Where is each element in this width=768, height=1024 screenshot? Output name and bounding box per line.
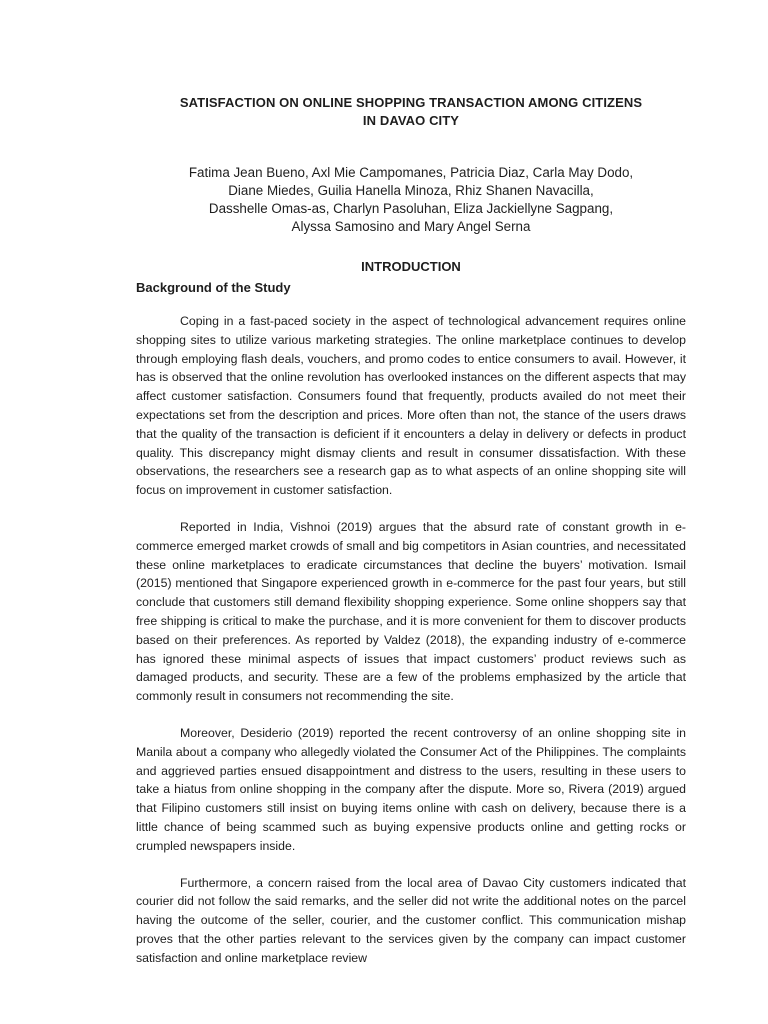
- title-line: SATISFACTION ON ONLINE SHOPPING TRANSACTION AMONG CITIZENS: [179, 95, 643, 110]
- author-line: Dasshelle Omas-as, Charlyn Pasoluhan, Eliza Jackiellyne Sagpang,: [208, 201, 614, 216]
- body-text: [136, 312, 686, 968]
- document-title: [136, 94, 686, 130]
- author-line: Alyssa Samosino and Mary Angel Serna: [291, 219, 531, 234]
- paragraph: Reported in India, Vishnoi (2019) argues that the absurd rate of constant growth in e-commerce emerged market crowds of small and big competitors in Asian countries, and necessitated these online marketplaces to eradicate circumstances that decline the buyers’ motivation. Ismail (2015) mentioned that Singapore experienced growth in e-commerce for the past four years, but still conclude that customers still demand flexibility shopping experience. Some online shoppers say that free shipping is critical to make the purchase, and it is more convenient for them to discover products based on their preferences. As reported by Valdez (2018), the expanding industry of e-commerce has ignored these minimal aspects of issues that impact customers’ product reviews such as damaged products, and security. These are a few of the problems emphasized by the article that commonly result in consumers not recommending the site.: [136, 519, 686, 704]
- author-line: Diane Miedes, Guilia Hanella Minoza, Rhiz Shanen Navacilla,: [228, 183, 594, 198]
- title-line: IN DAVAO CITY: [362, 113, 460, 128]
- subsection-heading: Background of the Study: [136, 280, 291, 295]
- author-list: [136, 164, 686, 236]
- section-heading: INTRODUCTION: [361, 259, 461, 274]
- paragraph: Furthermore, a concern raised from the local area of Davao City customers indicated that courier did not follow the said remarks, and the seller did not write the additional notes on the parcel having the outcome of the seller, courier, and the customer conflict. This communication mishap proves that the other parties relevant to the services given by the company can impact customer satisfaction and online marketplace review: [136, 875, 686, 965]
- paragraph: Coping in a fast-paced society in the aspect of technological advancement requires online shopping sites to utilize various marketing strategies. The online marketplace continues to develop through employing flash deals, vouchers, and promo codes to entice consumers to avail. However, it has is observed that the online revolution has overlooked instances on the different aspects that may affect customer satisfaction. Consumers found that frequently, products availed do not meet their expectations set from the description and prices. More often than not, the stance of the users draws that the quality of the transaction is deficient if it encounters a delay in delivery or defects in product quality. This discrepancy might dismay clients and result in consumer dissatisfaction. With these observations, the researchers see a research gap as to what aspects of an online shopping site will focus on improvement in customer satisfaction.: [136, 314, 686, 498]
- author-line: Fatima Jean Bueno, Axl Mie Campomanes, Patricia Diaz, Carla May Dodo,: [188, 165, 634, 180]
- paragraph: Moreover, Desiderio (2019) reported the recent controversy of an online shopping site in Manila about a company who allegedly violated the Consumer Act of the Philippines. The complaints and aggrieved parties ensued disappointment and distress to the users, resulting in these users to take a hiatus from online shopping in the company after the dispute. More so, Rivera (2019) argued that Filipino customers still insist on buying items online with cash on delivery, because there is a little chance of being scammed such as buying expensive products online and getting rocks or crumpled newspapers inside.: [136, 725, 686, 853]
